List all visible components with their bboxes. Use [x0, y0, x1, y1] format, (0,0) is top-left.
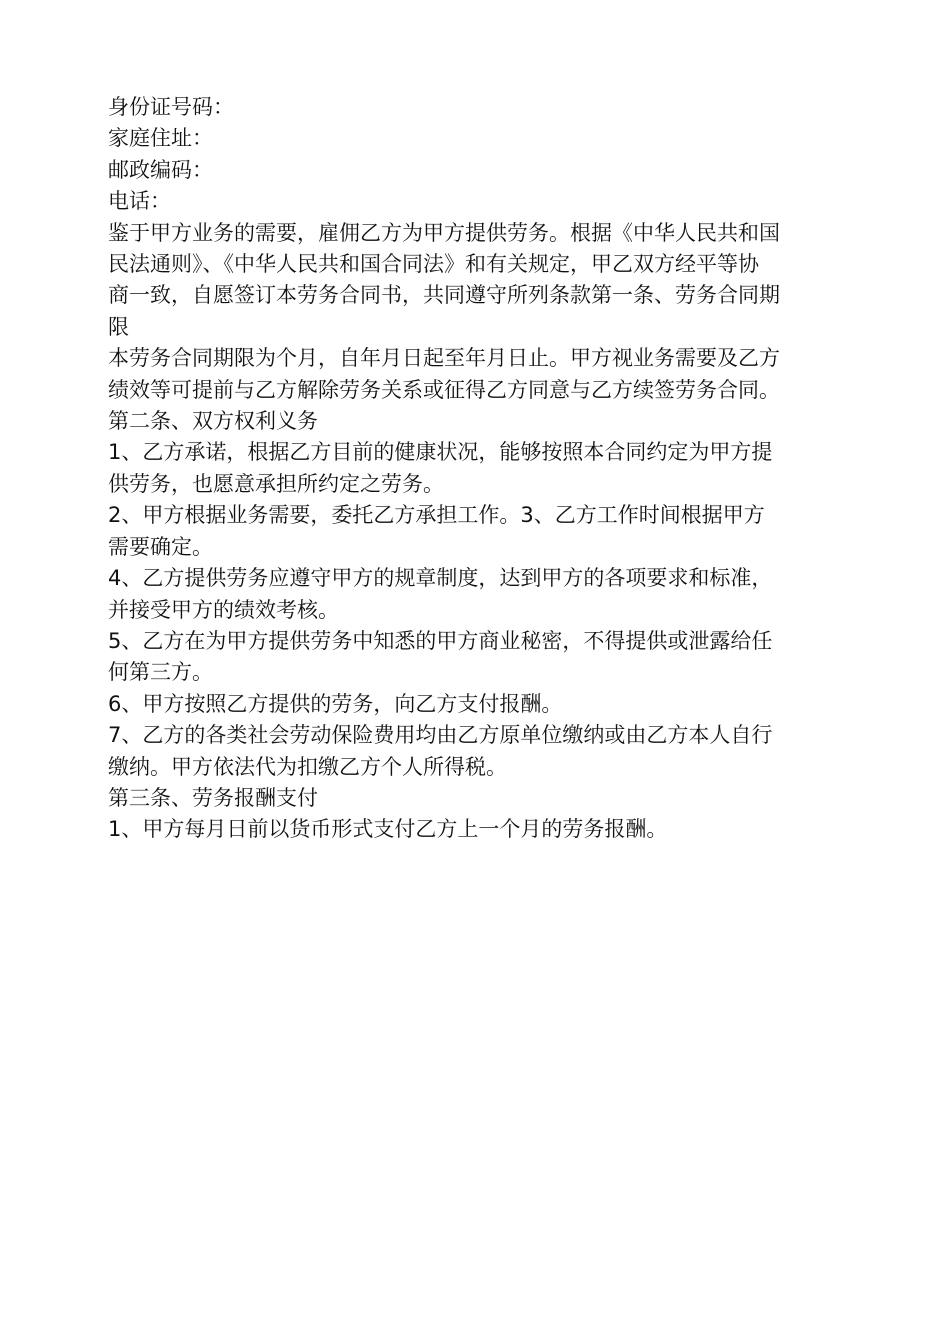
- clause-5-line: 何第三方。: [108, 660, 213, 685]
- clause-6-line: 6、甲方按照乙方提供的劳务，向乙方支付报酬。: [108, 691, 563, 716]
- clause-1-line: 1、乙方承诺，根据乙方目前的健康状况，能够按照本合同约定为甲方提: [108, 440, 773, 465]
- clause-2-3-line: 需要确定。: [108, 534, 213, 559]
- id-number-label: 身份证号码：: [108, 95, 234, 119]
- clause-2-3-line: 2、甲方根据业务需要，委托乙方承担工作。3、乙方工作时间根据甲方: [108, 503, 765, 528]
- phone-label: 电话：: [108, 189, 171, 214]
- term-clause-line: 绩效等可提前与乙方解除劳务关系或征得乙方同意与乙方续签劳务合同。: [108, 377, 780, 402]
- preamble-line: 商一致，自愿签订本劳务合同书，共同遵守所列条款第一条、劳务合同期: [108, 283, 780, 308]
- payment-clause-1-line: 1、甲方每月日前以货币形式支付乙方上一个月的劳务报酬。: [108, 817, 668, 842]
- document-body: [108, 92, 860, 846]
- clause-4-line: 并接受甲方的绩效考核。: [108, 597, 339, 622]
- article-three-heading: 第三条、劳务报酬支付: [108, 785, 318, 810]
- clause-7-line: 7、乙方的各类社会劳动保险费用均由乙方原单位缴纳或由乙方本人自行: [108, 723, 773, 748]
- clause-1-line: 供劳务，也愿意承担所约定之劳务。: [108, 471, 444, 496]
- preamble-line: 民法通则》、《中华人民共和国合同法》和有关规定，甲乙双方经平等协: [108, 252, 759, 277]
- term-clause-line: 本劳务合同期限为个月，自年月日起至年月日止。甲方视业务需要及乙方: [108, 346, 780, 371]
- clause-4-line: 4、乙方提供劳务应遵守甲方的规章制度，达到甲方的各项要求和标准，: [108, 566, 773, 591]
- preamble-line: 限: [108, 314, 129, 339]
- clause-7-line: 缴纳。甲方依法代为扣缴乙方个人所得税。: [108, 754, 507, 779]
- preamble-line: 鉴于甲方业务的需要，雇佣乙方为甲方提供劳务。根据《中华人民共和国: [108, 220, 780, 245]
- home-address-label: 家庭住址：: [108, 126, 213, 151]
- clause-5-line: 5、乙方在为甲方提供劳务中知悉的甲方商业秘密，不得提供或泄露给任: [108, 628, 773, 653]
- postal-code-label: 邮政编码：: [108, 157, 213, 182]
- article-two-heading: 第二条、双方权利义务: [108, 409, 318, 434]
